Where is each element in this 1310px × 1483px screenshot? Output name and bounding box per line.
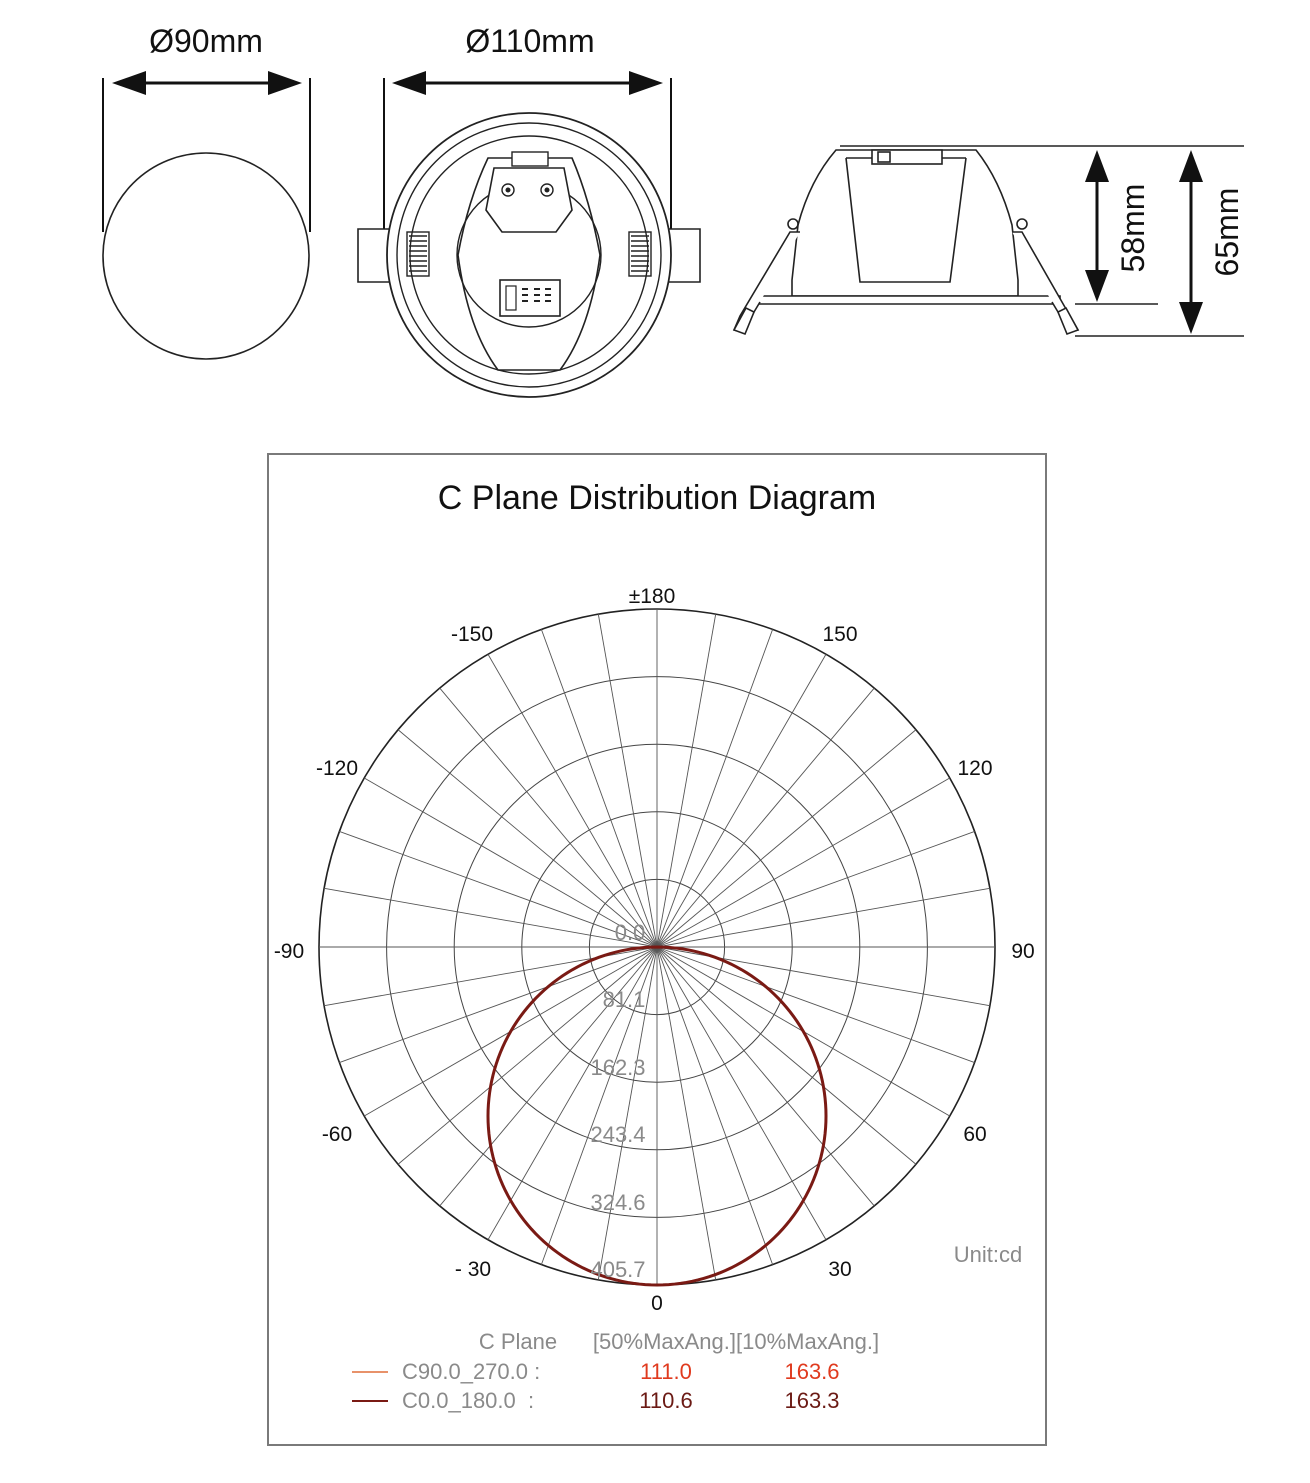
angle-label-p150: 150 — [822, 623, 858, 646]
ring-label-1: 81.1 — [602, 987, 646, 1012]
dim-total-height: 65mm — [1209, 187, 1245, 277]
front-circle — [103, 153, 309, 359]
angle-label-0: 0 — [651, 1292, 663, 1315]
dim-ring-diameter: Ø110mm — [465, 23, 595, 59]
legend-c0-10: 163.3 — [784, 1388, 840, 1413]
legend-label-c90: C90.0_270.0 : — [402, 1359, 541, 1384]
ring-label-2: 162.3 — [590, 1055, 646, 1080]
legend-header-plane: C Plane — [478, 1329, 558, 1354]
ring-label-3: 243.4 — [590, 1122, 646, 1147]
angle-label-n30: - 30 — [454, 1258, 492, 1281]
side-view — [734, 146, 1244, 336]
unit-label: Unit:cd — [953, 1242, 1023, 1267]
legend-c90-50: 111.0 — [640, 1359, 692, 1384]
legend-label-c0: C0.0_180.0 : — [402, 1388, 535, 1413]
angle-label-n120: -120 — [315, 757, 359, 780]
polar-title: C Plane Distribution Diagram — [437, 479, 877, 517]
ring-label-5: 405.7 — [590, 1257, 646, 1282]
top-view — [358, 23, 700, 397]
grid-spoke-220 — [440, 688, 657, 947]
grid-spoke-130 — [657, 730, 916, 947]
grid-spoke-50 — [657, 947, 916, 1164]
angle-label-180: ±180 — [628, 585, 676, 608]
grid-spoke-230 — [398, 730, 657, 947]
angle-label-p30: 30 — [828, 1258, 852, 1281]
angle-label-p60: 60 — [963, 1123, 987, 1146]
legend-c0-50: 110.6 — [639, 1388, 693, 1413]
grid-spoke-140 — [657, 688, 874, 947]
dim-body-height: 58mm — [1115, 183, 1151, 273]
legend — [352, 1329, 879, 1413]
angle-label-p120: 120 — [957, 757, 993, 780]
ring-label-4: 324.6 — [590, 1190, 646, 1215]
ring-label-0: 0.0 — [614, 920, 646, 945]
legend-header-angles: [50%MaxAng.][10%MaxAng.] — [592, 1329, 880, 1354]
angle-label-n60: -60 — [321, 1123, 353, 1146]
angle-label-p90: 90 — [1011, 940, 1035, 963]
dim-front-diameter: Ø90mm — [149, 23, 263, 59]
angle-label-n150: -150 — [450, 623, 494, 646]
grid-spoke-190 — [598, 614, 657, 947]
angle-label-n90: -90 — [273, 940, 305, 963]
front-view — [103, 23, 310, 359]
grid-spoke-100 — [657, 888, 990, 947]
legend-c90-10: 163.6 — [784, 1359, 840, 1384]
grid-spoke-170 — [657, 614, 716, 947]
